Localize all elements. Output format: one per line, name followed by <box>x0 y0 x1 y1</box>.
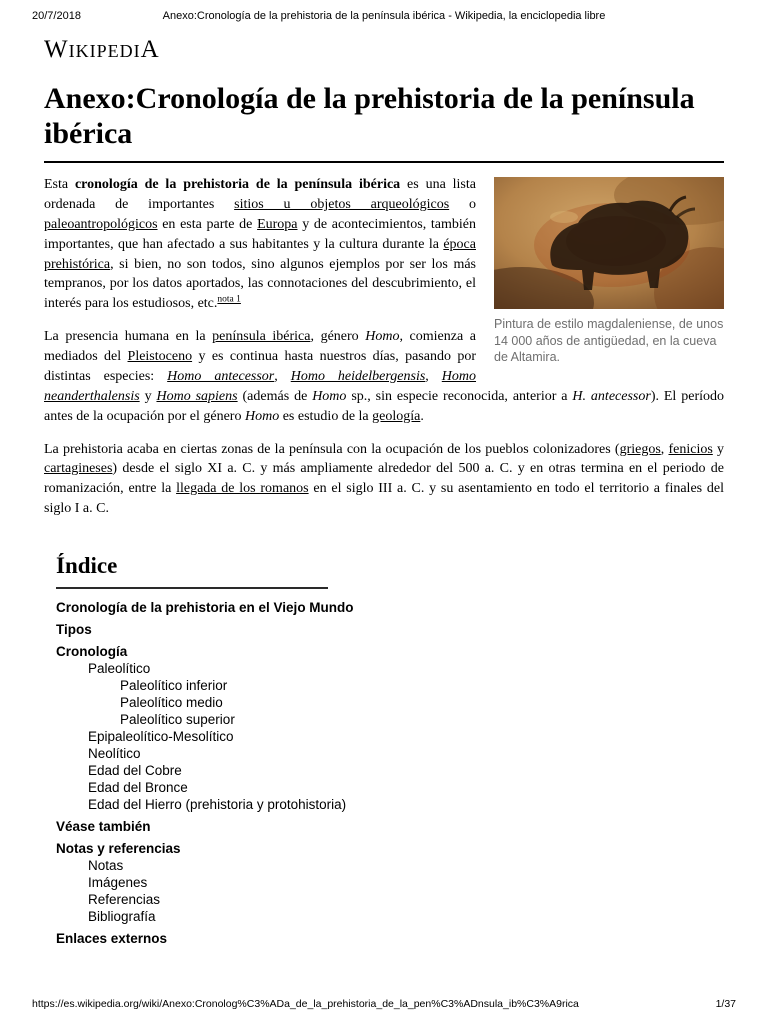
text-link[interactable]: Homo neanderthalensis <box>44 368 477 404</box>
article-title: Anexo:Cronología de la prehistoria de la península ibérica <box>44 82 724 163</box>
text-span: La presencia humana en la <box>44 329 213 345</box>
text-link[interactable]: cartagineses <box>44 461 113 477</box>
text-link[interactable]: Homo sapiens <box>156 388 238 404</box>
print-header <box>32 10 736 26</box>
text-span: en el siglo III a. C. y su asentamiento en todo el territorio a finales del siglo I a. C. <box>44 481 724 517</box>
print-header-title: Anexo:Cronología de la prehistoria de la península ibérica - Wikipedia, la enciclopedia libre <box>162 10 606 22</box>
toc-item[interactable]: Edad del Cobre <box>88 763 182 778</box>
text-link[interactable]: Homo heidelbergensis <box>290 368 426 384</box>
text-link[interactable]: Pleistoceno <box>127 349 193 364</box>
footer-url: https://es.wikipedia.org/wiki/Anexo:Cronolog%C3%ADa_de_la_prehistoria_de_la_pen%C3%ADnsula_ib%C3%A9rica <box>32 998 579 1010</box>
toc-item[interactable]: Cronología de la prehistoria en el Viejo Mundo <box>56 600 354 615</box>
toc-item[interactable]: Tipos <box>56 622 92 637</box>
article-lead-section <box>44 175 724 519</box>
toc-item[interactable]: Bibliografía <box>88 909 156 924</box>
toc-item[interactable]: Epipaleolítico-Mesolítico <box>88 729 234 744</box>
text-span: ) desde el siglo XI a. C. y más ampliamente alrededor del 500 a. C. y en otras termina en el periodo de romanización, entre la <box>44 461 724 497</box>
text-span: sp., sin especie reconocida, anterior a <box>346 388 573 404</box>
text-link[interactable]: geología <box>372 408 421 424</box>
text-span: H. antecessor <box>572 388 651 404</box>
text-span: y de acontecimientos, también importantes, que han afectado a sus habitantes y la cultura durante la <box>44 216 476 252</box>
text-link[interactable]: Homo antecessor <box>167 368 275 384</box>
text-span: en esta parte de <box>157 216 258 232</box>
text-span: (además de <box>237 388 313 404</box>
article-content <box>0 36 768 947</box>
text-span: Homo <box>365 329 400 345</box>
text-span: . <box>420 408 424 424</box>
paragraph-fin-prehistoria <box>44 440 724 520</box>
footer-page-number: 1/37 <box>715 998 736 1010</box>
text-span: , comienza a mediados del <box>44 329 476 364</box>
text-span: , si bien, no son todos, sino algunos ejemplos por ser los más tempranos, por los datos aportados, las connotaciones del descubrimiento, el interés para los estudiosos, etc. <box>44 256 476 312</box>
text-link[interactable]: península ibérica <box>212 329 311 345</box>
toc-item[interactable]: Notas <box>88 858 124 873</box>
footnote-link[interactable]: nota 1 <box>217 294 241 305</box>
text-span: y es continua hasta nuestros días, pasando por distintas especies: <box>44 349 477 384</box>
toc-list <box>56 599 724 947</box>
text-span: , <box>274 368 291 384</box>
toc-item[interactable]: Véase también <box>56 819 151 834</box>
text-span: cronología de la prehistoria de la península ibérica <box>74 177 401 192</box>
text-span: o <box>449 196 477 212</box>
toc-item[interactable]: Enlaces externos <box>56 931 168 946</box>
toc-item[interactable]: Cronología <box>56 644 128 659</box>
toc-item[interactable]: Edad del Hierro (prehistoria y protohistoria) <box>88 797 347 812</box>
toc-item[interactable]: Paleolítico medio <box>120 695 223 710</box>
toc-item[interactable]: Referencias <box>88 892 161 907</box>
text-link[interactable]: época prehistórica <box>44 236 476 272</box>
text-link[interactable]: llegada de los romanos <box>176 481 309 497</box>
text-link[interactable]: Europa <box>257 216 298 232</box>
wikipedia-logo: WikipediA <box>44 36 160 63</box>
figure-caption: Pintura de estilo magdaleniense, de unos 14 000 años de antigüedad, en la cueva de Altamira. <box>494 317 724 364</box>
text-span: La prehistoria acaba en ciertas zonas de la península con la ocupación de los pueblos colonizadores ( <box>44 441 620 457</box>
toc-item[interactable]: Edad del Bronce <box>88 780 188 795</box>
text-span: Esta <box>44 177 75 192</box>
text-span: Homo <box>244 408 280 424</box>
text-span: , <box>425 368 442 384</box>
toc-item[interactable]: Neolítico <box>88 746 141 761</box>
text-span: y <box>712 441 725 457</box>
text-span: , género <box>310 329 366 345</box>
toc-item[interactable]: Notas y referencias <box>56 841 181 856</box>
text-link[interactable]: fenicios <box>668 441 713 457</box>
text-span: es estudio de la <box>279 408 373 424</box>
figure-altamira <box>494 177 724 366</box>
text-span: , <box>660 441 669 457</box>
toc-item[interactable]: Paleolítico <box>88 661 151 676</box>
toc-item[interactable]: Imágenes <box>88 875 148 890</box>
text-link[interactable]: sitios u objetos arqueológicos <box>234 196 450 212</box>
toc-item[interactable]: Paleolítico inferior <box>120 678 228 693</box>
print-header-date: 20/7/2018 <box>32 10 81 22</box>
text-span: ). El período antes de la ocupación por el género <box>44 388 724 424</box>
text-link[interactable]: griegos <box>619 441 661 457</box>
text-span: Homo <box>312 388 347 404</box>
text-span: y <box>139 388 157 404</box>
toc-title: Índice <box>56 553 328 589</box>
text-link[interactable]: paleoantropológicos <box>44 216 158 232</box>
footnote-sup <box>217 295 240 305</box>
toc-item[interactable]: Paleolítico superior <box>120 712 235 727</box>
text-span: es una lista ordenada de importantes <box>44 177 476 212</box>
altamira-bison-image[interactable] <box>494 177 724 309</box>
print-footer <box>32 998 736 1010</box>
table-of-contents <box>56 553 724 947</box>
